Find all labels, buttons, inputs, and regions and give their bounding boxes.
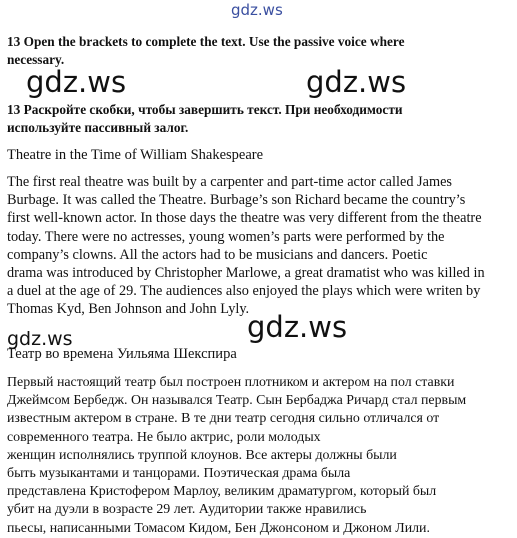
watermark-left: gdz.ws: [26, 65, 127, 99]
paragraph-line: company’s clowns. All the actors had to be musicians and dancers. Poetic: [7, 246, 428, 263]
paragraph-line: известным актером в стране. В те дни театр сегодня сильно отличался от: [7, 411, 440, 427]
paragraph-line: убит на дуэли в возрасте 29 лет. Аудитории также нравились: [7, 502, 367, 518]
paragraph-line: Первый настоящий театр был построен плотником и актером на пол ставки: [7, 375, 455, 390]
paragraph-line: пьесы, написанными Томасом Кидом, Бен Джонсоном и Джоном Лили.: [7, 520, 430, 536]
task-heading-line: 13 Раскройте скобки, чтобы завершить текст. При необходимости: [7, 102, 403, 117]
task-heading-line: 13 Open the brackets to complete the text. Use the passive voice where: [7, 34, 405, 49]
paragraph-line: женщин исполнялись труппой клоунов. Все актеры должны были: [7, 447, 397, 463]
watermark-middle: gdz.ws: [247, 310, 348, 344]
text-title-english: Theatre in the Time of William Shakespeare: [7, 147, 264, 163]
watermark-right: gdz.ws: [306, 65, 407, 99]
watermark-top: gdz.ws: [231, 1, 283, 19]
paragraph-line: today. There were no actresses, young women’s parts were performed by the: [7, 228, 445, 245]
paragraph-line: представлена Кристофером Марлоу, великим драматургом, который был: [7, 484, 437, 500]
paragraph-line: first well-known actor. In those days the theatre was very different from the theatre: [7, 210, 482, 227]
task-heading-line: используйте пассивный залог.: [7, 120, 189, 135]
paragraph-line: Burbage. It was called the Theatre. Burbage’s son Richard became the country’s: [7, 192, 466, 209]
paragraph-line: a duel at the age of 29. The audiences also enjoyed the plays which were writen by: [7, 283, 481, 300]
task-heading-russian: [7, 101, 487, 137]
watermark-small: gdz.ws: [7, 328, 73, 350]
paragraph-russian: [7, 374, 466, 538]
task-heading-english: [7, 33, 477, 69]
paragraph-line: drama was introduced by Christopher Marlowe, a great dramatist who was killed in: [7, 265, 485, 282]
paragraph-line: The first real theatre was built by a carpenter and part-time actor called James: [7, 174, 452, 190]
task-heading-line: necessary.: [7, 52, 65, 67]
paragraph-line: Thomas Kyd, Ben Johnson and John Lyly.: [7, 301, 250, 318]
paragraph-line: современного театра. Не было актрис, роли молодых: [7, 429, 321, 445]
paragraph-line: быть музыкантами и танцорами. Поэтическая драма была: [7, 466, 351, 482]
text-title-russian: Театр во времена Уильяма Шекспира: [7, 346, 237, 362]
paragraph-english: [7, 173, 485, 319]
paragraph-line: Джеймсом Бербедж. Он назывался Театр. Сын Бербаджа Ричард стал первым: [7, 393, 467, 409]
